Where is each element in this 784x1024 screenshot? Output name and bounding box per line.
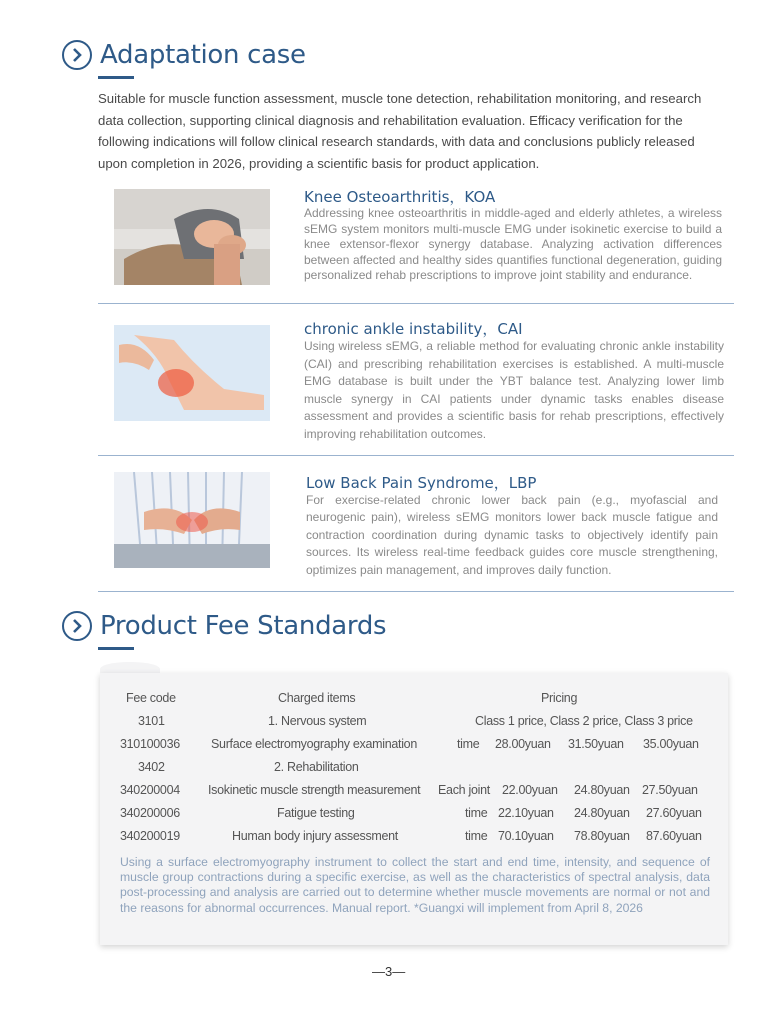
case-cai-text: Using wireless sEMG, a reliable method for evaluating chronic ankle instability (CAI) and prescribing rehabilitation exercises is established. A multi-muscle EMG database is built under the YBT balance test. Analyzing lower limb muscle synergy in CAI patients under dynamic tasks enables disease assessment and provides a scientific basis for rehab prescriptions, effectively improving rehabilitation outcomes.: [304, 339, 724, 441]
unit: Each joint: [438, 783, 490, 797]
chevron-right-circle-icon: [62, 611, 92, 641]
fee-code: 340200019: [120, 829, 180, 843]
price-class-3: 27.60yuan: [646, 806, 702, 820]
divider: [98, 591, 734, 592]
fee-note: Using a surface electromyography instrument to collect the start and end time, intensity, and sequence of muscle group contractions during a specific exercise, as well as the characteristics of spectral analysis, data post-processing and analysis are carried out to determine whether muscle movements are normal or not and the reasons for abnormal occurrences. Manual report. *Guangxi will implement from April 8, 2026: [120, 855, 710, 915]
fee-code: 310100036: [120, 737, 180, 751]
case-lbp: [98, 470, 734, 592]
charged-item: Isokinetic muscle strength measurement: [208, 783, 421, 797]
fee-code: 3402: [138, 760, 165, 774]
case-cai-title: chronic ankle instability，CAI: [304, 320, 523, 338]
price-class-2: 24.80yuan: [574, 806, 630, 820]
price-classes: Class 1 price, Class 2 price, Class 3 price: [475, 714, 693, 728]
case-cai: [98, 318, 734, 456]
fee-code: 340200004: [120, 783, 180, 797]
price-class-2: 78.80yuan: [574, 829, 630, 843]
adaptation-intro: Suitable for muscle function assessment, muscle tone detection, rehabilitation monitoring, and research data collection, supporting clinical diagnosis and rehabilitation evaluation. Efficacy verification for the following indications will follow clinical research standards, with data and conclusions publicly released upon completion in 2026, providing a scientific basis for product application.: [98, 91, 702, 171]
unit: time: [457, 737, 480, 751]
table-row: [100, 806, 728, 826]
chevron-right-circle-icon: [62, 40, 92, 70]
price-class-3: 35.00yuan: [643, 737, 699, 751]
fee-section-header: [62, 611, 386, 641]
header-charged-items: Charged items: [278, 691, 356, 705]
unit: time: [465, 806, 488, 820]
case-koa: [98, 188, 734, 304]
case-koa-title: Knee Osteoarthritis，KOA: [304, 188, 496, 206]
charged-item: 2. Rehabilitation: [274, 760, 359, 774]
charged-item: Surface electromyography examination: [211, 737, 417, 751]
price-class-1: 22.10yuan: [498, 806, 554, 820]
price-class-1: 28.00yuan: [495, 737, 551, 751]
fee-code: 340200006: [120, 806, 180, 820]
table-row: [100, 737, 728, 757]
page-number: —3—: [372, 964, 406, 979]
fee-table-header: [100, 691, 728, 711]
fee-table: [100, 673, 728, 945]
adaptation-title: Adaptation case: [100, 40, 306, 70]
price-class-3: 27.50yuan: [642, 783, 698, 797]
table-row: [100, 714, 728, 734]
charged-item: Fatigue testing: [277, 806, 355, 820]
adaptation-title-underline: [98, 76, 134, 79]
header-pricing: Pricing: [541, 691, 578, 705]
divider: [98, 455, 734, 456]
price-class-1: 70.10yuan: [498, 829, 554, 843]
ankle-photo: [114, 325, 270, 421]
fee-title: Product Fee Standards: [100, 611, 387, 641]
table-row: [100, 829, 728, 849]
fee-code: 3101: [138, 714, 165, 728]
price-class-3: 87.60yuan: [646, 829, 702, 843]
fee-title-underline: [98, 647, 134, 650]
knee-photo: [114, 189, 270, 285]
lower-back-photo: [114, 472, 270, 568]
header-fee-code: Fee code: [126, 691, 176, 705]
table-row: [100, 760, 728, 780]
charged-item: Human body injury assessment: [232, 829, 398, 843]
case-lbp-text: For exercise-related chronic lower back pain (e.g., myofascial and neurogenic pain), wireless sEMG monitors lower back muscle fatigue and contraction coordination during dynamic tasks to objectively identify pain sources. Its wireless real-time feedback guides core muscle strengthening, optimizes pain management, and improves daily function.: [306, 493, 718, 577]
case-koa-text: Addressing knee osteoarthritis in middle-aged and elderly athletes, a wireless sEMG system monitors multi-muscle EMG under isokinetic exercise to build a knee extensor-flexor synergy database. Analyzing activation differences between affected and healthy sides quantifies functional degeneration, guiding personalized rehab prescriptions to improve joint stability and endurance.: [304, 206, 722, 283]
divider: [98, 303, 734, 304]
case-lbp-title: Low Back Pain Syndrome，LBP: [306, 474, 537, 492]
unit: time: [465, 829, 488, 843]
price-class-2: 31.50yuan: [568, 737, 624, 751]
price-class-2: 24.80yuan: [574, 783, 630, 797]
table-row: [100, 783, 728, 803]
charged-item: 1. Nervous system: [268, 714, 367, 728]
price-class-1: 22.00yuan: [502, 783, 558, 797]
adaptation-section-header: [62, 40, 306, 70]
